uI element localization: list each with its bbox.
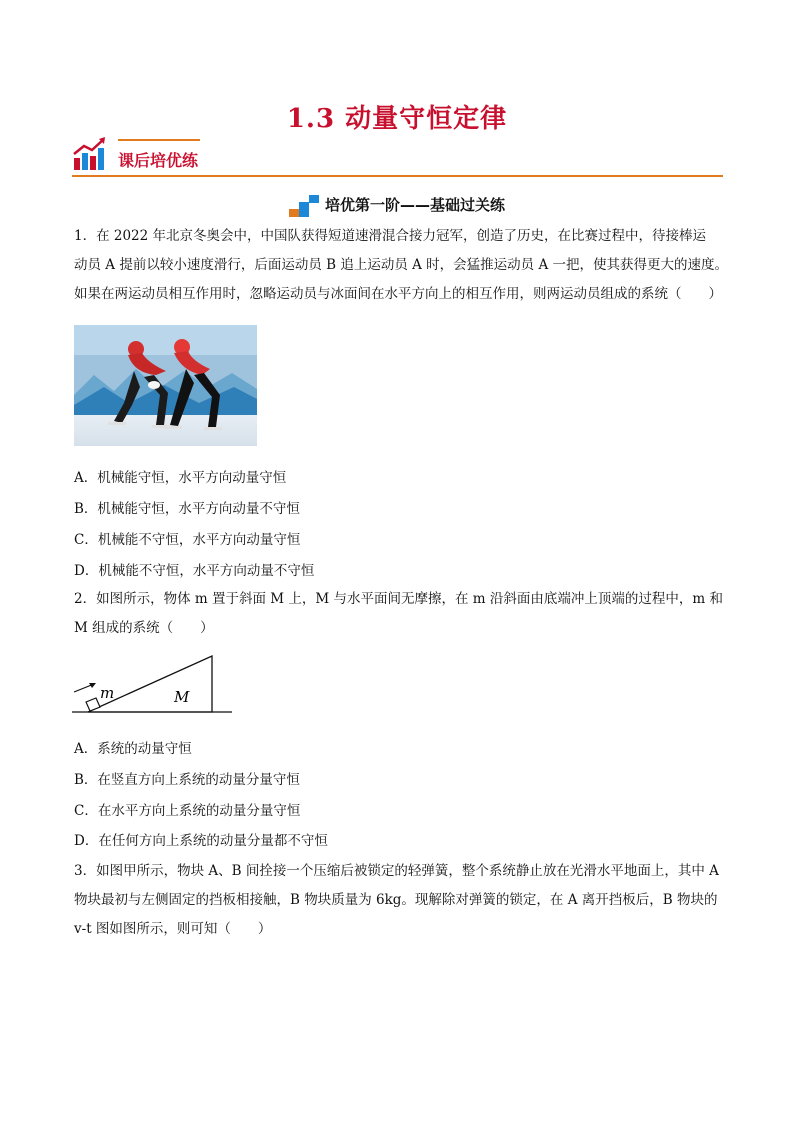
question-3-line: v-t 图如图所示，则可知（ ） [74, 921, 272, 937]
stairs-icon [289, 195, 319, 217]
question-1-option-b: B．机械能守恒，水平方向动量不守恒 [74, 501, 300, 517]
growth-chart-icon [72, 136, 108, 172]
header-rule [72, 175, 723, 177]
question-1-option-c: C．机械能不守恒，水平方向动量守恒 [74, 532, 301, 548]
label-M: M [174, 688, 190, 706]
section-label: 课后培优练 [118, 151, 199, 170]
question-2-option-a: A．系统的动量守恒 [74, 741, 192, 757]
question-2 [74, 585, 724, 643]
question-2-option-c: C．在水平方向上系统的动量分量守恒 [74, 803, 301, 819]
subsection-heading [0, 194, 794, 217]
incline-diagram [72, 652, 232, 716]
question-1 [74, 222, 728, 309]
question-2-option-d: D．在任何方向上系统的动量分量都不守恒 [74, 833, 328, 849]
question-3-line: 物块最初与左侧固定的挡板相接触，B 物块质量为 6kg。现解除对弹簧的锁定，在 A 离开挡板后，B 物块的 [74, 892, 718, 908]
question-2-line: M 组成的系统（ ） [74, 620, 214, 636]
page-title: 1.3 动量守恒定律 [286, 104, 508, 134]
question-2-line: 2．如图所示，物体 m 置于斜面 M 上，M 与水平面间无摩擦，在 m 沿斜面由底端冲上顶端的过程中，m 和 [74, 591, 723, 607]
question-1-line: 1．在 2022 年北京冬奥会中，中国队获得短道速滑混合接力冠军，创造了历史，在比赛过程中，待接棒运 [74, 228, 707, 244]
question-1-line: 动员 A 提前以较小速度滑行，后面运动员 B 追上运动员 A 时，会猛推运动员 A 一把，使其获得更大的速度。 [74, 257, 728, 273]
question-3-line: 3．如图甲所示，物块 A、B 间拴接一个压缩后被锁定的轻弹簧，整个系统静止放在光滑水平地面上，其中 A [74, 863, 719, 879]
question-1-line: 如果在两运动员相互作用时，忽略运动员与冰面间在水平方向上的相互作用，则两运动员组成的系统（ ） [74, 286, 722, 302]
question-2-option-b: B．在竖直方向上系统的动量分量守恒 [74, 772, 300, 788]
subsection-heading-text: 培优第一阶——基础过关练 [324, 196, 505, 214]
question-1-option-d: D．机械能不守恒，水平方向动量不守恒 [74, 563, 315, 579]
label-m: m [100, 684, 115, 702]
question-3 [74, 857, 724, 944]
skaters-photo [74, 325, 257, 446]
question-1-option-a: A．机械能守恒，水平方向动量守恒 [74, 470, 287, 486]
header-accent-rule [118, 139, 200, 141]
